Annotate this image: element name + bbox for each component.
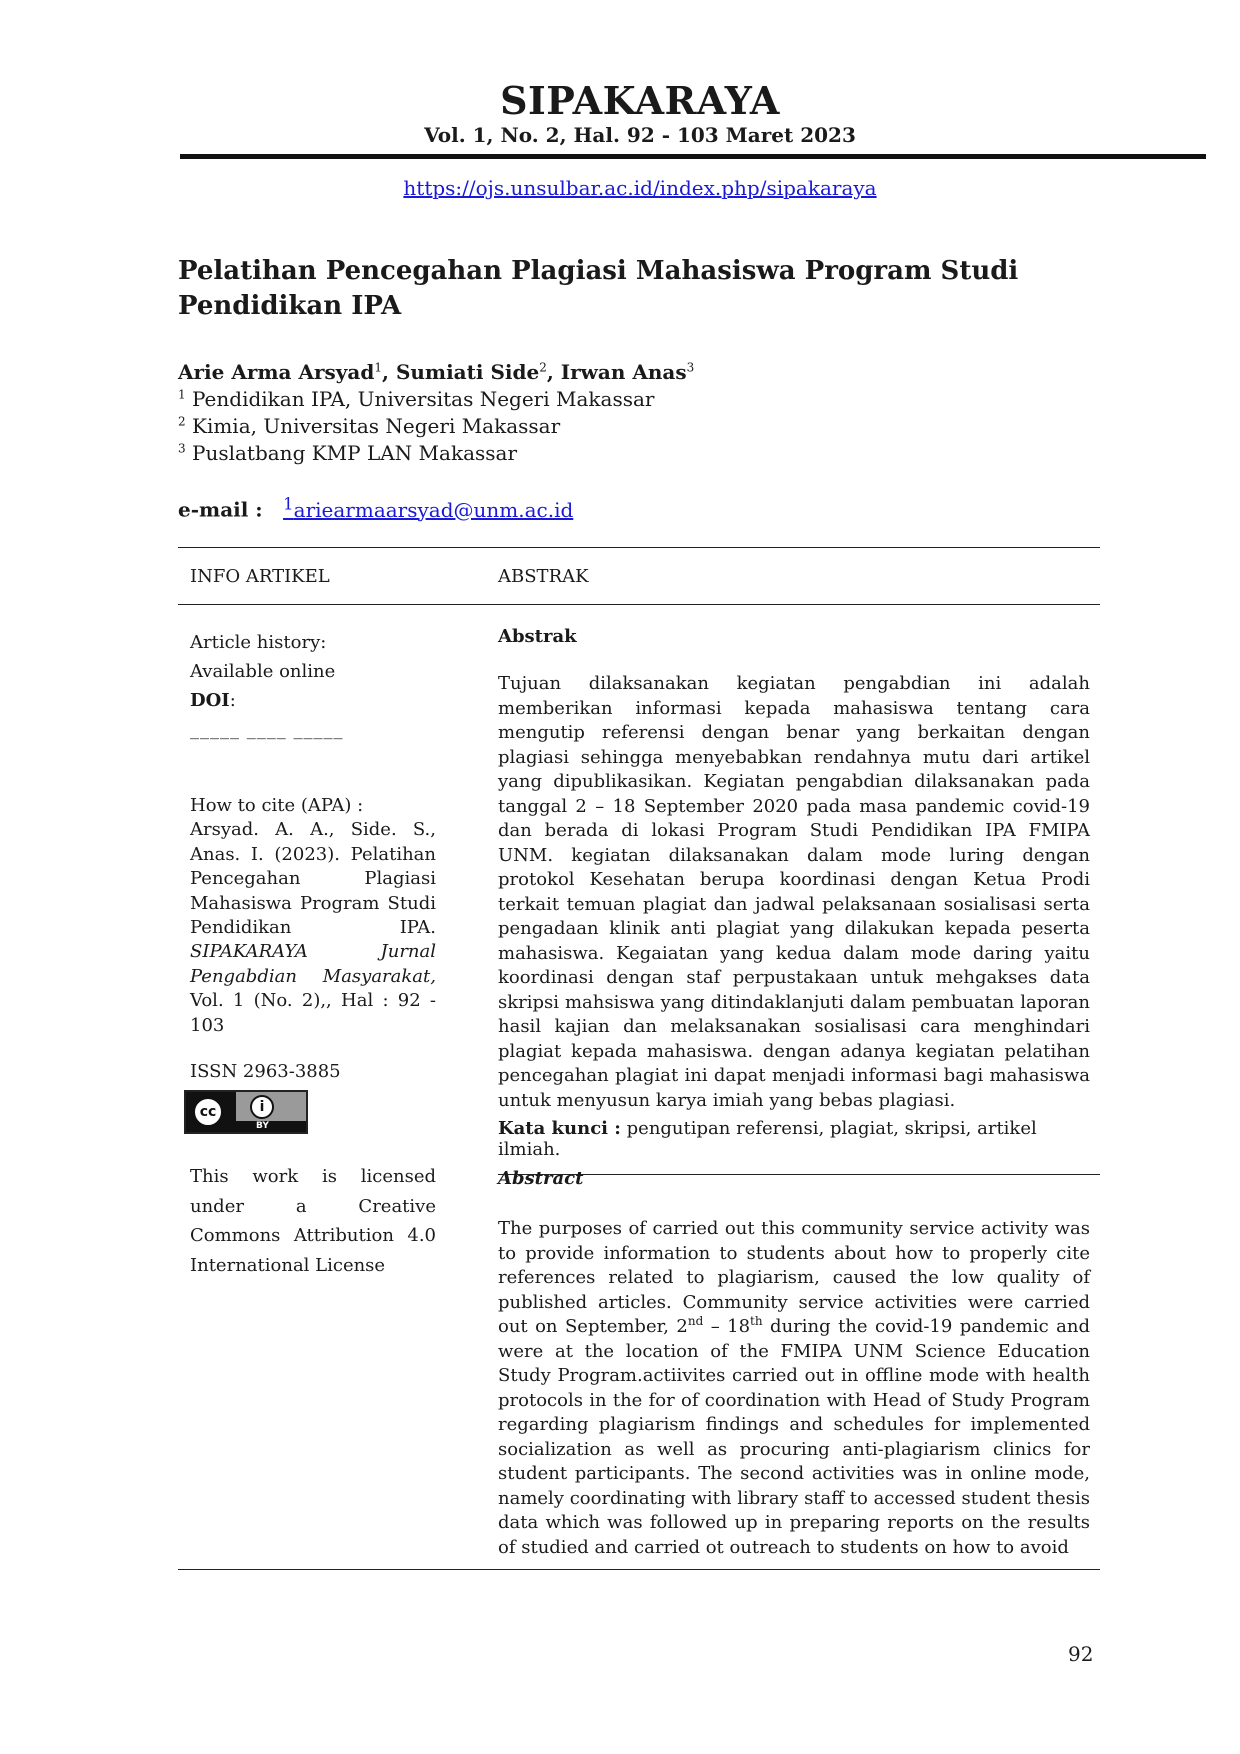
doi-row (190, 686, 436, 715)
affiliation-text: Kimia, Universitas Negeri Makassar (192, 414, 561, 438)
abstract-text (498, 1217, 1090, 1560)
email-label: e-mail : (178, 497, 263, 522)
doi-colon: : (229, 690, 236, 711)
table-header-rule (178, 604, 1100, 605)
keywords (498, 1118, 1090, 1160)
license-text: This work is licensed under a Creative Commons Attribution 4.0 International License (190, 1166, 436, 1276)
abstrak-text: Tujuan dilaksanakan kegiatan pengabdian ini adalah memberikan informasi kepada mahasiswa tentang cara mengutip referensi dengan benar yang berkaitan dengan plagiasi sehingga menyebabkan rendahnya mutu dari artikel yang dipublikasikan. Kegiatan pengabdian dilaksanakan pada tanggal 2 – 18 September 2020 pada masa pandemic covid-19 dan berada di lokasi Program Studi Pendidikan IPA FMIPA UNM. kegiatan dilaksanakan dalam mode luring dengan protokol Kesehatan berupa koordinasi dengan Ketua Prodi terkait temuan plagiat dan jadwal pelaksanaan sosialisasi serta pengadaan klinik anti plagiat yang dilakukan kepada peserta mahasiswa. Kegaiatan yang kedua dalam mode daring yaitu koordinasi dengan staf perpustakaan untuk mehgakses data skripsi mahsiswa yang ditindaklanjuti dalam pembuatan laporan hasil kajian dan melaksanakan sosialisasi cara menghindari plagiat kepada mahasiswa. dengan adanya kegiatan pelatihan pencegahan plagiat ini dapat menjadi informasi bagi mahasiswa untuk menyusun karya imiah yang bebas plagiasi. (498, 673, 1090, 1111)
doi-placeholder: _____ ____ _____ (190, 719, 344, 740)
person-icon: i (250, 1095, 274, 1119)
article-title-line1: Pelatihan Pencegahan Plagiasi Mahasiswa Program Studi (178, 256, 1019, 286)
affiliation-sup: 3 (178, 441, 186, 456)
abstract-title: Abstract (498, 1168, 584, 1189)
cc-icon: cc (192, 1096, 224, 1128)
author-list: Arie Arma Arsyad$^1$, Sumiati Side$^2$, Irwan Anas$^3$ (178, 360, 695, 384)
journal-title: SIPAKARAYA (500, 78, 780, 123)
abstract-sup-nd: nd (687, 1314, 704, 1328)
abstract-text-c: during the covid-19 pandemic and were at the location of the FMIPA UNM Science Education Study Program.actiivites carried out in offline mode with health protocols in the for of coordination with Head of Study Program regarding plagiarism findings and schedules for implemented socialization as well as procuring anti-plagiarism clinics for student participants. The second activities was in online mode, namely coordinating with library staff to accessed student thesis data which was followed up in preparing reports on the results of studied and carried ot outreach to students on how to avoid (498, 1316, 1090, 1558)
abstrak-header: ABSTRAK (498, 566, 589, 587)
article-title-line2: Pendidikan IPA (178, 291, 402, 321)
issn: ISSN 2963-3885 (190, 1061, 341, 1083)
author-sup: 1 (374, 360, 382, 375)
table-top-rule (178, 547, 1100, 548)
affiliation (178, 414, 560, 438)
by-label: BY (256, 1121, 269, 1131)
email-row (178, 494, 573, 522)
author-name: Arie Arma Arsyad (178, 360, 375, 384)
available-online: Available online (190, 661, 336, 682)
affiliation-sup: 2 (178, 414, 186, 429)
page-number: 92 (1068, 1642, 1094, 1666)
info-artikel-header: INFO ARTIKEL (190, 566, 330, 587)
abstrak-title: Abstrak (498, 626, 577, 647)
author-sup: 3 (686, 360, 695, 375)
author-sup: 2 (539, 360, 547, 375)
affiliation-text: Pendidikan IPA, Universitas Negeri Makassar (192, 387, 655, 411)
abstract-text-a: The purposes of carried out this community service activity was to provide information to students about how to properly cite references related to plagiarism, caused the low quality of published articles. Community service activities were carried out on September, 2 (498, 1218, 1090, 1337)
cite-journal: SIPAKARAYA Jurnal Pengabdian Masyarakat, (190, 941, 436, 987)
email-address: ariearmaarsyad@unm.ac.id (293, 497, 574, 522)
cc-badge-left (186, 1092, 236, 1132)
keywords-text: pengutipan referensi, plagiat, skripsi, artikel ilmiah. (498, 1118, 1037, 1160)
cite-body (190, 818, 436, 1038)
keywords-label: Kata kunci : (498, 1118, 621, 1139)
table-bottom-rule (178, 1569, 1100, 1570)
article-title (178, 254, 1078, 324)
affiliation-text: Puslatbang KMP LAN Makassar (192, 441, 517, 465)
affiliation-sup: 1 (178, 387, 186, 402)
abstract-sup-th: th (750, 1314, 763, 1328)
abstract-text-b: – 18 (703, 1316, 751, 1337)
email-sup: 1 (283, 494, 294, 513)
cc-by-badge[interactable] (184, 1090, 308, 1134)
author-name: Sumiati Side (395, 360, 540, 384)
email-link[interactable] (283, 494, 574, 522)
header-rule (180, 154, 1206, 159)
author-name: Irwan Anas (560, 360, 687, 384)
cite-label: How to cite (APA) : (190, 795, 364, 816)
affiliation (178, 441, 517, 465)
how-to-cite (190, 794, 436, 1084)
journal-volume: Vol. 1, No. 2, Hal. 92 - 103 Maret 2023 (424, 123, 856, 147)
doi-label: DOI (190, 690, 230, 711)
affiliation (178, 387, 654, 411)
journal-url-link[interactable]: https://ojs.unsulbar.ac.id/index.php/sipakaraya (403, 176, 877, 200)
cite-tail: Vol. 1 (No. 2),, Hal : 92 - 103 (190, 990, 436, 1036)
article-info (190, 628, 436, 744)
article-history: Article history: (190, 632, 327, 653)
by-strip (236, 1121, 306, 1132)
cite-plain: Arsyad. A. A., Side. S., Anas. I. (2023). Pelatihan Pencegahan Plagiasi Mahasiswa Program Studi Pendidikan IPA. (190, 819, 436, 939)
